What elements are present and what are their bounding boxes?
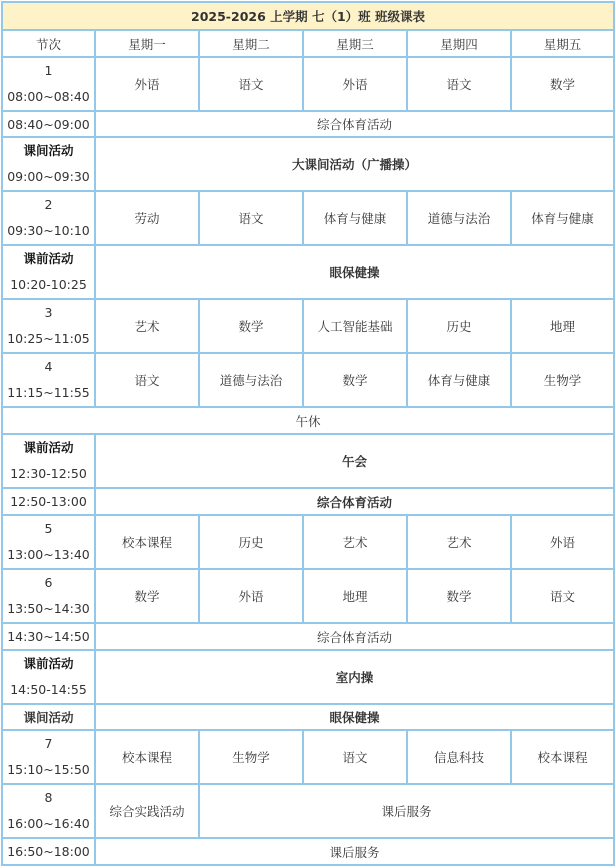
period-cell xyxy=(2,137,95,191)
period-cell xyxy=(2,515,95,569)
period-number: 3 xyxy=(44,305,53,320)
class-cell: 校本课程 xyxy=(511,730,614,784)
class-cell: 历史 xyxy=(407,299,511,353)
activity-label: 课前活动 xyxy=(23,440,74,455)
activity-label: 课间活动 xyxy=(2,704,95,730)
period-time: 12:50-13:00 xyxy=(2,488,95,515)
period-time: 08:00~08:40 xyxy=(7,89,90,104)
activity-cell: 午会 xyxy=(95,434,614,488)
class-cell: 生物学 xyxy=(511,353,614,407)
class-cell: 历史 xyxy=(199,515,303,569)
period-cell xyxy=(2,191,95,245)
table-row xyxy=(2,353,614,407)
activity-label: 课前活动 xyxy=(23,656,74,671)
table-row xyxy=(2,137,614,191)
period-time: 11:15~11:55 xyxy=(7,385,90,400)
period-time: 10:25~11:05 xyxy=(7,331,90,346)
table-row xyxy=(2,730,614,784)
activity-cell: 室内操 xyxy=(95,650,614,704)
period-number: 1 xyxy=(44,63,53,78)
period-cell xyxy=(2,730,95,784)
class-cell: 体育与健康 xyxy=(511,191,614,245)
class-cell: 地理 xyxy=(511,299,614,353)
period-time: 15:10~15:50 xyxy=(7,762,90,777)
period-time: 09:00~09:30 xyxy=(7,169,90,184)
period-cell xyxy=(2,353,95,407)
period-time: 09:30~10:10 xyxy=(7,223,90,238)
table-row xyxy=(2,57,614,111)
activity-cell: 综合体育活动 xyxy=(95,488,614,515)
class-cell: 数学 xyxy=(95,569,199,623)
period-cell xyxy=(2,434,95,488)
header-wednesday: 星期三 xyxy=(303,30,407,57)
header-row xyxy=(2,30,614,57)
lunch-break-cell: 午休 xyxy=(2,407,614,434)
table-row xyxy=(2,299,614,353)
activity-cell: 眼保健操 xyxy=(95,245,614,299)
period-time: 13:00~13:40 xyxy=(7,547,90,562)
period-cell xyxy=(2,650,95,704)
activity-cell: 综合体育活动 xyxy=(95,623,614,650)
activity-cell: 课后服务 xyxy=(95,838,614,865)
period-time: 13:50~14:30 xyxy=(7,601,90,616)
period-cell xyxy=(2,245,95,299)
period-cell xyxy=(2,569,95,623)
table-row xyxy=(2,650,614,704)
class-cell: 劳动 xyxy=(95,191,199,245)
class-cell: 道德与法治 xyxy=(199,353,303,407)
header-friday: 星期五 xyxy=(511,30,614,57)
class-cell: 体育与健康 xyxy=(303,191,407,245)
class-cell: 艺术 xyxy=(303,515,407,569)
table-row xyxy=(2,704,614,730)
class-cell: 综合实践活动 xyxy=(95,784,199,838)
period-number: 6 xyxy=(44,575,53,590)
class-cell: 语文 xyxy=(511,569,614,623)
period-time: 14:30~14:50 xyxy=(2,623,95,650)
period-cell xyxy=(2,784,95,838)
class-cell: 地理 xyxy=(303,569,407,623)
class-cell: 生物学 xyxy=(199,730,303,784)
table-row xyxy=(2,515,614,569)
table-row xyxy=(2,191,614,245)
timetable xyxy=(1,1,615,866)
class-cell: 人工智能基础 xyxy=(303,299,407,353)
period-number: 7 xyxy=(44,736,53,751)
class-cell: 语文 xyxy=(199,57,303,111)
class-cell: 艺术 xyxy=(95,299,199,353)
header-period: 节次 xyxy=(2,30,95,57)
activity-cell: 综合体育活动 xyxy=(95,111,614,137)
class-cell: 校本课程 xyxy=(95,515,199,569)
table-row xyxy=(2,569,614,623)
table-row xyxy=(2,434,614,488)
activity-cell: 课后服务 xyxy=(199,784,614,838)
period-time: 12:30-12:50 xyxy=(10,466,87,481)
header-tuesday: 星期二 xyxy=(199,30,303,57)
header-monday: 星期一 xyxy=(95,30,199,57)
class-cell: 信息科技 xyxy=(407,730,511,784)
class-cell: 数学 xyxy=(303,353,407,407)
activity-cell: 眼保健操 xyxy=(95,704,614,730)
class-cell: 语文 xyxy=(95,353,199,407)
class-cell: 体育与健康 xyxy=(407,353,511,407)
table-row xyxy=(2,838,614,865)
header-thursday: 星期四 xyxy=(407,30,511,57)
class-cell: 校本课程 xyxy=(95,730,199,784)
period-cell xyxy=(2,57,95,111)
title-row xyxy=(2,2,614,30)
class-cell: 语文 xyxy=(407,57,511,111)
table-row xyxy=(2,407,614,434)
class-cell: 外语 xyxy=(199,569,303,623)
class-cell: 语文 xyxy=(199,191,303,245)
period-number: 8 xyxy=(44,790,53,805)
activity-label: 课前活动 xyxy=(23,251,74,266)
activity-cell: 大课间活动（广播操） xyxy=(95,137,614,191)
class-cell: 数学 xyxy=(511,57,614,111)
class-cell: 外语 xyxy=(303,57,407,111)
class-cell: 语文 xyxy=(303,730,407,784)
period-time: 16:00~16:40 xyxy=(7,816,90,831)
table-row xyxy=(2,488,614,515)
table-row xyxy=(2,245,614,299)
class-cell: 外语 xyxy=(95,57,199,111)
table-row xyxy=(2,784,614,838)
activity-label: 课间活动 xyxy=(23,143,74,158)
table-row xyxy=(2,111,614,137)
period-time: 14:50-14:55 xyxy=(10,682,87,697)
period-cell xyxy=(2,299,95,353)
period-number: 4 xyxy=(44,359,53,374)
period-time: 10:20-10:25 xyxy=(10,277,87,292)
period-number: 5 xyxy=(44,521,53,536)
class-cell: 艺术 xyxy=(407,515,511,569)
period-time: 08:40~09:00 xyxy=(2,111,95,137)
period-time: 16:50~18:00 xyxy=(2,838,95,865)
class-cell: 道德与法治 xyxy=(407,191,511,245)
class-cell: 外语 xyxy=(511,515,614,569)
table-title: 2025-2026 上学期 七（1）班 班级课表 xyxy=(2,2,614,30)
class-cell: 数学 xyxy=(407,569,511,623)
table-row xyxy=(2,623,614,650)
period-number: 2 xyxy=(44,197,53,212)
class-cell: 数学 xyxy=(199,299,303,353)
